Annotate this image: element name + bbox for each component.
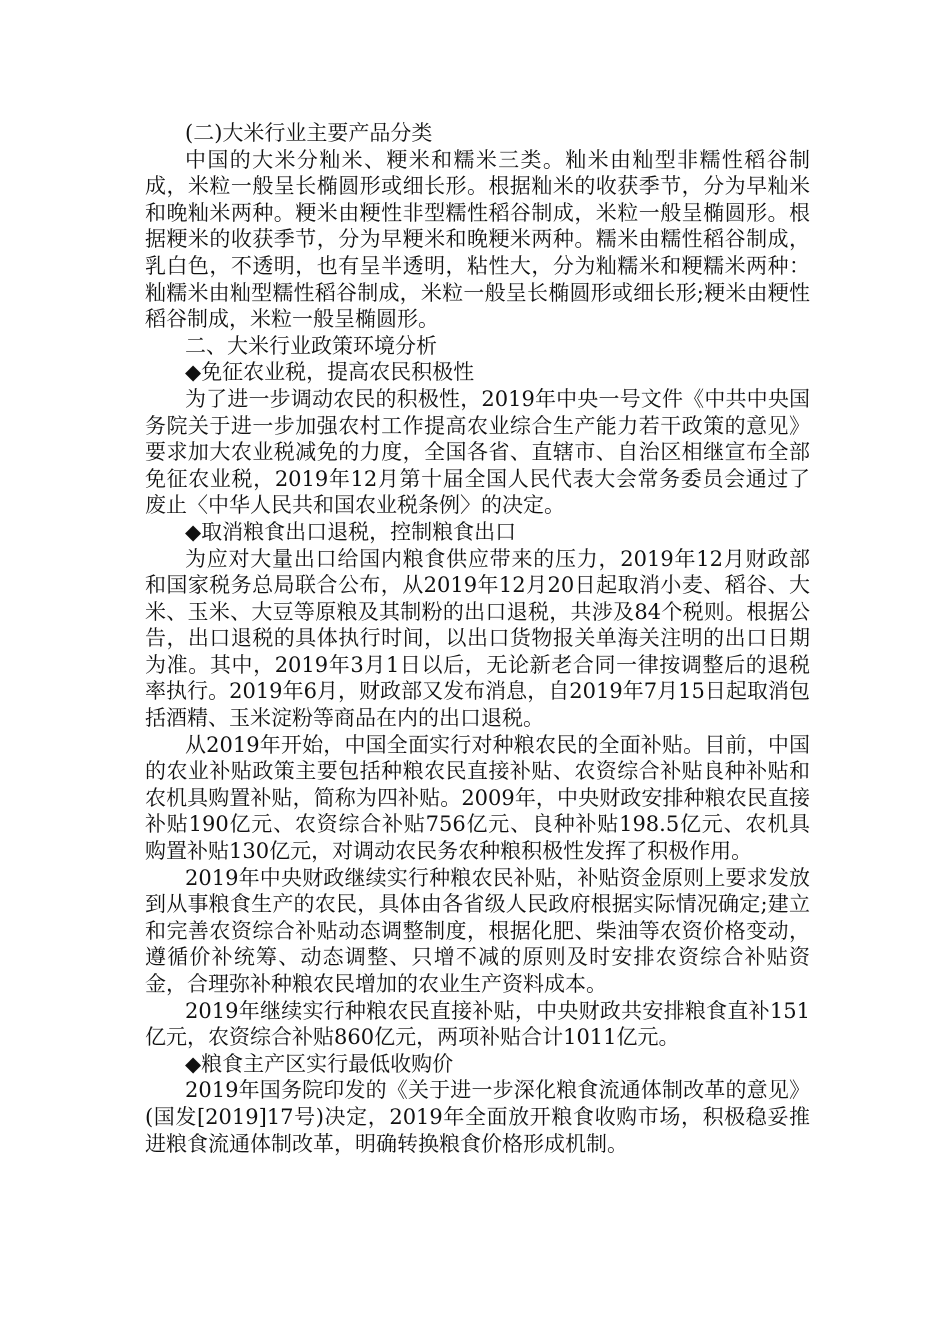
paragraph-minimum-purchase-price: 2019年国务院印发的《关于进一步深化粮食流通体制改革的意见》(国发[2019]17号)决定，2019年全面放开粮食收购市场，积极稳妥推进粮食流通体制改革，明确转换粮食价格形成机制。 (145, 1078, 810, 1156)
subheading-tax-exemption: ◆免征农业税，提高农民积极性 (185, 360, 475, 385)
document-page (145, 120, 810, 1157)
subheading-minimum-purchase-price: ◆粮食主产区实行最低收购价 (185, 1051, 454, 1076)
paragraph-export-rebate: 为应对大量出口给国内粮食供应带来的压力，2019年12月财政部和国家税务总局联合公布，从2019年12月20日起取消小麦、稻谷、大米、玉米、大豆等原粮及其制粉的出口退税，共涉及84个税则。根据公告，出口退税的具体执行时间，以出口货物报关单海关注明的出口日期为准。其中，2019年3月1日以后，无论新老合同一律按调整后的退税率执行。2019年6月，财政部又发布消息，自2019年7月15日起取消包括酒精、玉米淀粉等商品在内的出口退税。 (145, 546, 810, 731)
subheading-export-rebate: ◆取消粮食出口退税，控制粮食出口 (185, 519, 517, 544)
paragraph-central-finance: 2019年中央财政继续实行种粮农民补贴，补贴资金原则上要求发放到从事粮食生产的农民，具体由各省级人民政府根据实际情况确定;建立和完善农资综合补贴动态调整制度，根据化肥、柴油等农资价格变动，遵循价补统筹、动态调整、只增不减的原则及时安排农资综合补贴资金，合理弥补种粮农民增加的农业生产资料成本。 (145, 865, 810, 996)
paragraph-rice-types: 中国的大米分籼米、粳米和糯米三类。籼米由籼型非糯性稻谷制成，米粒一般呈长椭圆形或细长形。根据籼米的收获季节，分为早籼米和晚籼米两种。粳米由粳性非型糯性稻谷制成，米粒一般呈椭圆形。根据粳米的收获季节，分为早粳米和晚粳米两种。糯米由糯性稻谷制成，乳白色，不透明，也有呈半透明，粘性大，分为籼糯米和粳糯米两种：籼糯米由籼型糯性稻谷制成，米粒一般呈长椭圆形或细长形;粳米由粳性稻谷制成，米粒一般呈椭圆形。 (145, 147, 810, 332)
paragraph-subsidies: 从2019年开始，中国全面实行对种粮农民的全面补贴。目前，中国的农业补贴政策主要包括种粮农民直接补贴、农资综合补贴良种补贴和农机具购置补贴，简称为四补贴。2009年，中央财政安排种粮农民直接补贴190亿元、农资综合补贴756亿元、良种补贴198.5亿元、农机具购置补贴130亿元，对调动农民务农种粮积极性发挥了积极作用。 (145, 732, 810, 864)
paragraph-direct-subsidy: 2019年继续实行种粮农民直接补贴，中央财政共安排粮食直补151亿元，农资综合补贴860亿元，两项补贴合计1011亿元。 (145, 998, 810, 1050)
section-heading-product-classification: (二)大米行业主要产品分类 (185, 121, 433, 145)
section-heading-policy-environment: 二、大米行业政策环境分析 (185, 333, 437, 358)
paragraph-tax-exemption: 为了进一步调动农民的积极性，2019年中央一号文件《中共中央国务院关于进一步加强农村工作提高农业综合生产能力若干政策的意见》要求加大农业税减免的力度，全国各省、直辖市、自治区相继宣布全部免征农业税，2019年12月第十届全国人民代表大会常务委员会通过了废止〈中华人民共和国农业税条例〉的决定。 (145, 386, 810, 518)
